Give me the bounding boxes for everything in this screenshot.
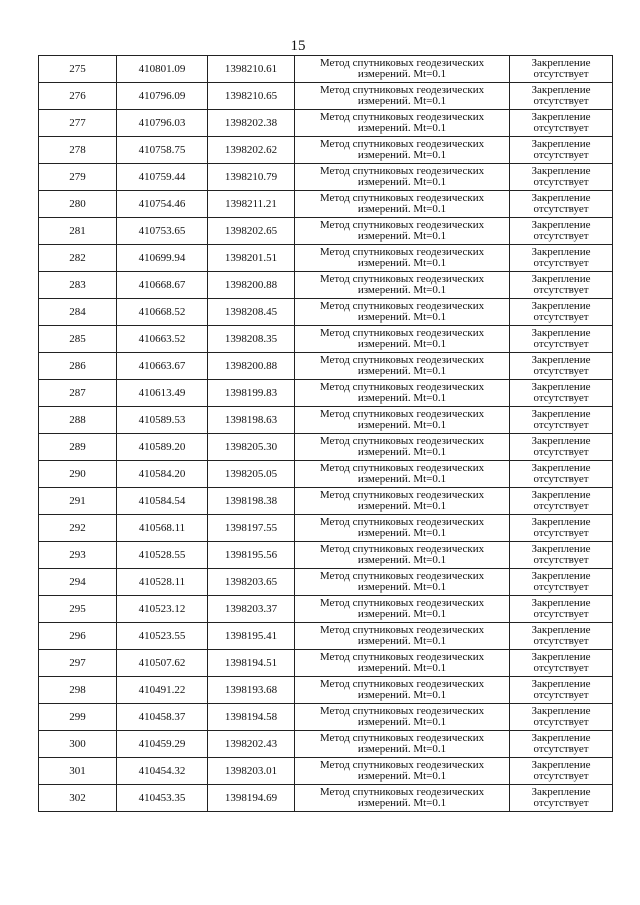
method-cell: Метод спутниковых геодезических измерений. Mt=0.1 [295, 758, 510, 785]
point-number-cell: 302 [39, 785, 117, 812]
y-coordinate-cell: 1398202.62 [208, 137, 295, 164]
method-cell: Метод спутниковых геодезических измерений. Mt=0.1 [295, 245, 510, 272]
table-row [39, 56, 613, 83]
y-coordinate-cell: 1398197.55 [208, 515, 295, 542]
x-coordinate-cell: 410754.46 [117, 191, 208, 218]
table-row [39, 488, 613, 515]
method-cell: Метод спутниковых геодезических измерений. Mt=0.1 [295, 650, 510, 677]
fixing-cell: Закрепление отсутствует [510, 623, 613, 650]
page-number: 15 [290, 38, 306, 54]
point-number-cell: 298 [39, 677, 117, 704]
fixing-cell: Закрепление отсутствует [510, 596, 613, 623]
fixing-cell: Закрепление отсутствует [510, 380, 613, 407]
table-row [39, 515, 613, 542]
table-row [39, 569, 613, 596]
fixing-cell: Закрепление отсутствует [510, 164, 613, 191]
x-coordinate-cell: 410507.62 [117, 650, 208, 677]
point-number-cell: 277 [39, 110, 117, 137]
y-coordinate-cell: 1398205.05 [208, 461, 295, 488]
x-coordinate-cell: 410699.94 [117, 245, 208, 272]
fixing-cell: Закрепление отсутствует [510, 785, 613, 812]
table-row [39, 380, 613, 407]
point-number-cell: 292 [39, 515, 117, 542]
fixing-cell: Закрепление отсутствует [510, 353, 613, 380]
fixing-cell: Закрепление отсутствует [510, 758, 613, 785]
method-cell: Метод спутниковых геодезических измерений. Mt=0.1 [295, 353, 510, 380]
table-row [39, 731, 613, 758]
point-number-cell: 285 [39, 326, 117, 353]
x-coordinate-cell: 410758.75 [117, 137, 208, 164]
table-row [39, 596, 613, 623]
x-coordinate-cell: 410491.22 [117, 677, 208, 704]
x-coordinate-cell: 410584.54 [117, 488, 208, 515]
y-coordinate-cell: 1398202.38 [208, 110, 295, 137]
point-number-cell: 281 [39, 218, 117, 245]
x-coordinate-cell: 410668.67 [117, 272, 208, 299]
coordinates-table-body [39, 56, 613, 812]
method-cell: Метод спутниковых геодезических измерений. Mt=0.1 [295, 110, 510, 137]
x-coordinate-cell: 410668.52 [117, 299, 208, 326]
x-coordinate-cell: 410454.32 [117, 758, 208, 785]
x-coordinate-cell: 410523.55 [117, 623, 208, 650]
table-row [39, 245, 613, 272]
y-coordinate-cell: 1398195.56 [208, 542, 295, 569]
fixing-cell: Закрепление отсутствует [510, 515, 613, 542]
point-number-cell: 300 [39, 731, 117, 758]
fixing-cell: Закрепление отсутствует [510, 245, 613, 272]
point-number-cell: 288 [39, 407, 117, 434]
method-cell: Метод спутниковых геодезических измерений. Mt=0.1 [295, 380, 510, 407]
method-cell: Метод спутниковых геодезических измерений. Mt=0.1 [295, 137, 510, 164]
fixing-cell: Закрепление отсутствует [510, 461, 613, 488]
fixing-cell: Закрепление отсутствует [510, 83, 613, 110]
table-row [39, 272, 613, 299]
y-coordinate-cell: 1398202.43 [208, 731, 295, 758]
fixing-cell: Закрепление отсутствует [510, 191, 613, 218]
fixing-cell: Закрепление отсутствует [510, 218, 613, 245]
table-row [39, 758, 613, 785]
table-row [39, 83, 613, 110]
table-row [39, 650, 613, 677]
x-coordinate-cell: 410453.35 [117, 785, 208, 812]
point-number-cell: 289 [39, 434, 117, 461]
method-cell: Метод спутниковых геодезических измерений. Mt=0.1 [295, 218, 510, 245]
table-row [39, 407, 613, 434]
point-number-cell: 291 [39, 488, 117, 515]
point-number-cell: 276 [39, 83, 117, 110]
table-row [39, 218, 613, 245]
table-row [39, 110, 613, 137]
fixing-cell: Закрепление отсутствует [510, 731, 613, 758]
table-row [39, 353, 613, 380]
y-coordinate-cell: 1398201.51 [208, 245, 295, 272]
method-cell: Метод спутниковых геодезических измерений. Mt=0.1 [295, 596, 510, 623]
fixing-cell: Закрепление отсутствует [510, 299, 613, 326]
method-cell: Метод спутниковых геодезических измерений. Mt=0.1 [295, 785, 510, 812]
x-coordinate-cell: 410584.20 [117, 461, 208, 488]
point-number-cell: 301 [39, 758, 117, 785]
y-coordinate-cell: 1398198.38 [208, 488, 295, 515]
x-coordinate-cell: 410759.44 [117, 164, 208, 191]
x-coordinate-cell: 410801.09 [117, 56, 208, 83]
y-coordinate-cell: 1398203.65 [208, 569, 295, 596]
fixing-cell: Закрепление отсутствует [510, 569, 613, 596]
method-cell: Метод спутниковых геодезических измерений. Mt=0.1 [295, 191, 510, 218]
y-coordinate-cell: 1398195.41 [208, 623, 295, 650]
y-coordinate-cell: 1398202.65 [208, 218, 295, 245]
point-number-cell: 286 [39, 353, 117, 380]
table-row [39, 542, 613, 569]
method-cell: Метод спутниковых геодезических измерений. Mt=0.1 [295, 731, 510, 758]
method-cell: Метод спутниковых геодезических измерений. Mt=0.1 [295, 488, 510, 515]
x-coordinate-cell: 410796.03 [117, 110, 208, 137]
table-row [39, 623, 613, 650]
x-coordinate-cell: 410459.29 [117, 731, 208, 758]
x-coordinate-cell: 410589.20 [117, 434, 208, 461]
method-cell: Метод спутниковых геодезических измерений. Mt=0.1 [295, 299, 510, 326]
y-coordinate-cell: 1398200.88 [208, 353, 295, 380]
point-number-cell: 295 [39, 596, 117, 623]
x-coordinate-cell: 410523.12 [117, 596, 208, 623]
method-cell: Метод спутниковых геодезических измерений. Mt=0.1 [295, 56, 510, 83]
y-coordinate-cell: 1398203.37 [208, 596, 295, 623]
fixing-cell: Закрепление отсутствует [510, 137, 613, 164]
x-coordinate-cell: 410458.37 [117, 704, 208, 731]
y-coordinate-cell: 1398194.69 [208, 785, 295, 812]
x-coordinate-cell: 410528.55 [117, 542, 208, 569]
x-coordinate-cell: 410589.53 [117, 407, 208, 434]
x-coordinate-cell: 410528.11 [117, 569, 208, 596]
y-coordinate-cell: 1398203.01 [208, 758, 295, 785]
point-number-cell: 275 [39, 56, 117, 83]
table-row [39, 191, 613, 218]
y-coordinate-cell: 1398205.30 [208, 434, 295, 461]
method-cell: Метод спутниковых геодезических измерений. Mt=0.1 [295, 461, 510, 488]
method-cell: Метод спутниковых геодезических измерений. Mt=0.1 [295, 623, 510, 650]
x-coordinate-cell: 410796.09 [117, 83, 208, 110]
fixing-cell: Закрепление отсутствует [510, 56, 613, 83]
table-row [39, 434, 613, 461]
y-coordinate-cell: 1398210.61 [208, 56, 295, 83]
fixing-cell: Закрепление отсутствует [510, 677, 613, 704]
method-cell: Метод спутниковых геодезических измерений. Mt=0.1 [295, 164, 510, 191]
y-coordinate-cell: 1398200.88 [208, 272, 295, 299]
table-row [39, 299, 613, 326]
method-cell: Метод спутниковых геодезических измерений. Mt=0.1 [295, 407, 510, 434]
x-coordinate-cell: 410568.11 [117, 515, 208, 542]
y-coordinate-cell: 1398208.45 [208, 299, 295, 326]
fixing-cell: Закрепление отсутствует [510, 488, 613, 515]
fixing-cell: Закрепление отсутствует [510, 542, 613, 569]
y-coordinate-cell: 1398210.65 [208, 83, 295, 110]
y-coordinate-cell: 1398193.68 [208, 677, 295, 704]
point-number-cell: 299 [39, 704, 117, 731]
x-coordinate-cell: 410663.52 [117, 326, 208, 353]
method-cell: Метод спутниковых геодезических измерений. Mt=0.1 [295, 704, 510, 731]
y-coordinate-cell: 1398194.51 [208, 650, 295, 677]
y-coordinate-cell: 1398208.35 [208, 326, 295, 353]
table-row [39, 461, 613, 488]
fixing-cell: Закрепление отсутствует [510, 434, 613, 461]
coordinates-table [38, 55, 613, 812]
point-number-cell: 280 [39, 191, 117, 218]
y-coordinate-cell: 1398210.79 [208, 164, 295, 191]
point-number-cell: 294 [39, 569, 117, 596]
point-number-cell: 293 [39, 542, 117, 569]
table-row [39, 326, 613, 353]
fixing-cell: Закрепление отсутствует [510, 704, 613, 731]
method-cell: Метод спутниковых геодезических измерений. Mt=0.1 [295, 434, 510, 461]
method-cell: Метод спутниковых геодезических измерений. Mt=0.1 [295, 677, 510, 704]
y-coordinate-cell: 1398211.21 [208, 191, 295, 218]
point-number-cell: 287 [39, 380, 117, 407]
y-coordinate-cell: 1398194.58 [208, 704, 295, 731]
point-number-cell: 279 [39, 164, 117, 191]
point-number-cell: 284 [39, 299, 117, 326]
table-row [39, 677, 613, 704]
table-row [39, 704, 613, 731]
point-number-cell: 282 [39, 245, 117, 272]
point-number-cell: 297 [39, 650, 117, 677]
y-coordinate-cell: 1398199.83 [208, 380, 295, 407]
x-coordinate-cell: 410753.65 [117, 218, 208, 245]
method-cell: Метод спутниковых геодезических измерений. Mt=0.1 [295, 326, 510, 353]
point-number-cell: 290 [39, 461, 117, 488]
point-number-cell: 278 [39, 137, 117, 164]
x-coordinate-cell: 410613.49 [117, 380, 208, 407]
fixing-cell: Закрепление отсутствует [510, 326, 613, 353]
table-row [39, 164, 613, 191]
method-cell: Метод спутниковых геодезических измерений. Mt=0.1 [295, 569, 510, 596]
method-cell: Метод спутниковых геодезических измерений. Mt=0.1 [295, 542, 510, 569]
method-cell: Метод спутниковых геодезических измерений. Mt=0.1 [295, 83, 510, 110]
y-coordinate-cell: 1398198.63 [208, 407, 295, 434]
method-cell: Метод спутниковых геодезических измерений. Mt=0.1 [295, 515, 510, 542]
fixing-cell: Закрепление отсутствует [510, 110, 613, 137]
point-number-cell: 283 [39, 272, 117, 299]
fixing-cell: Закрепление отсутствует [510, 407, 613, 434]
point-number-cell: 296 [39, 623, 117, 650]
table-row [39, 785, 613, 812]
x-coordinate-cell: 410663.67 [117, 353, 208, 380]
table-row [39, 137, 613, 164]
fixing-cell: Закрепление отсутствует [510, 272, 613, 299]
method-cell: Метод спутниковых геодезических измерений. Mt=0.1 [295, 272, 510, 299]
fixing-cell: Закрепление отсутствует [510, 650, 613, 677]
